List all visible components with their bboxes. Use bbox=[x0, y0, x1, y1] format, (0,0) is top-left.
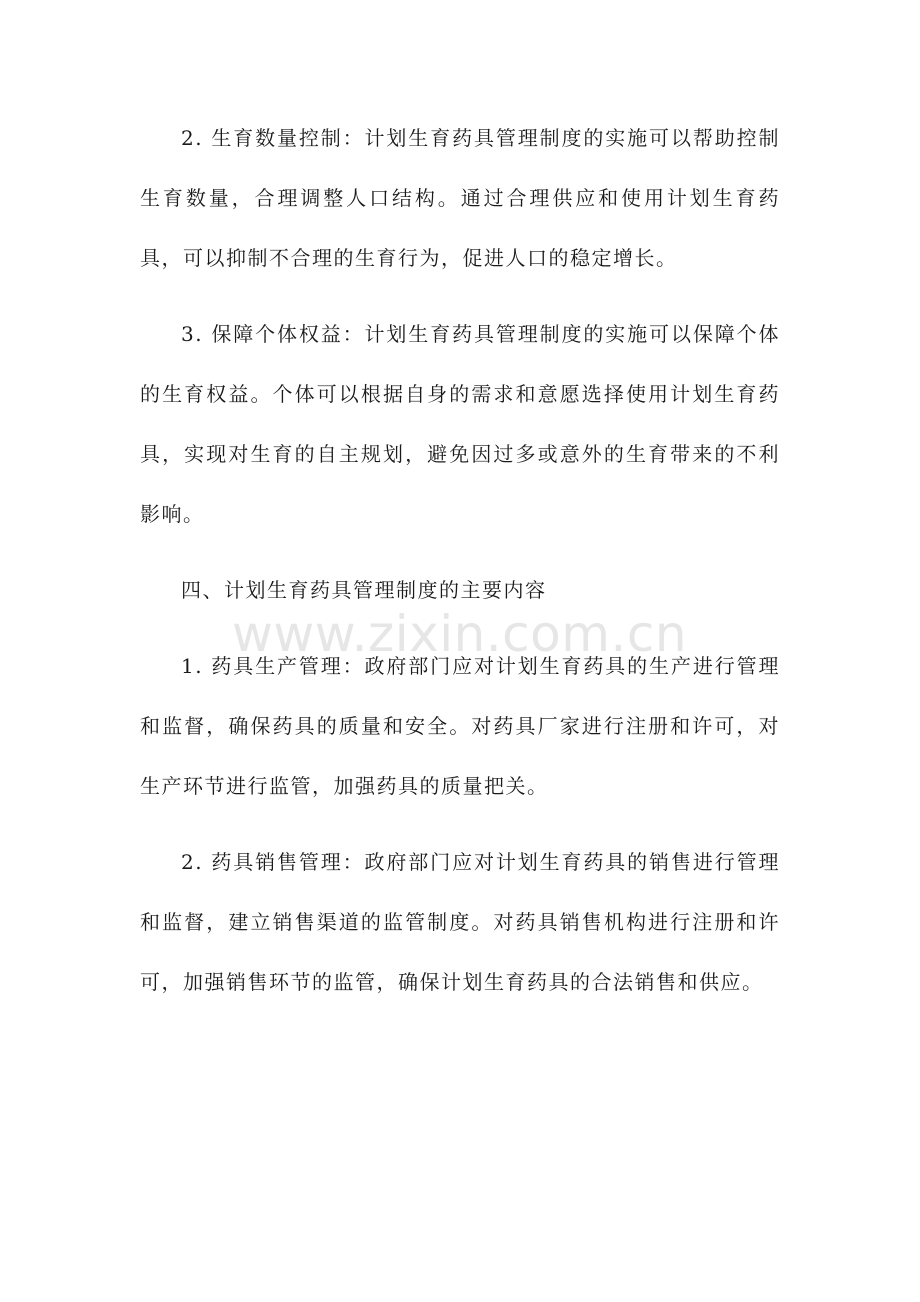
paragraph-sales-management: 2. 药具销售管理：政府部门应对计划生育药具的销售进行管理和监督，建立销售渠道的监管制度。对药具销售机构进行注册和许可，加强销售环节的监管，确保计划生育药具的合法销售和供应。 bbox=[140, 850, 780, 994]
paragraph-birth-quantity-control: 2. 生育数量控制：计划生育药具管理制度的实施可以帮助控制生育数量，合理调整人口结构。通过合理供应和使用计划生育药具，可以抑制不合理的生育行为，促进人口的稳定增长。 bbox=[140, 126, 780, 270]
paragraph-individual-rights: 3. 保障个体权益：计划生育药具管理制度的实施可以保障个体的生育权益。个体可以根据自身的需求和意愿选择使用计划生育药具，实现对生育的自主规划，避免因过多或意外的生育带来的不利影响。 bbox=[140, 322, 780, 526]
watermark-text: www.zixin.com.cn bbox=[232, 605, 688, 663]
paragraph-production-management: 1. 药具生产管理：政府部门应对计划生育药具的生产进行管理和监督，确保药具的质量和安全。对药具厂家进行注册和许可，对生产环节进行监管，加强药具的质量把关。 bbox=[140, 654, 780, 798]
section-heading-main-content: 四、计划生育药具管理制度的主要内容 bbox=[181, 578, 547, 602]
document-body bbox=[140, 108, 780, 1028]
